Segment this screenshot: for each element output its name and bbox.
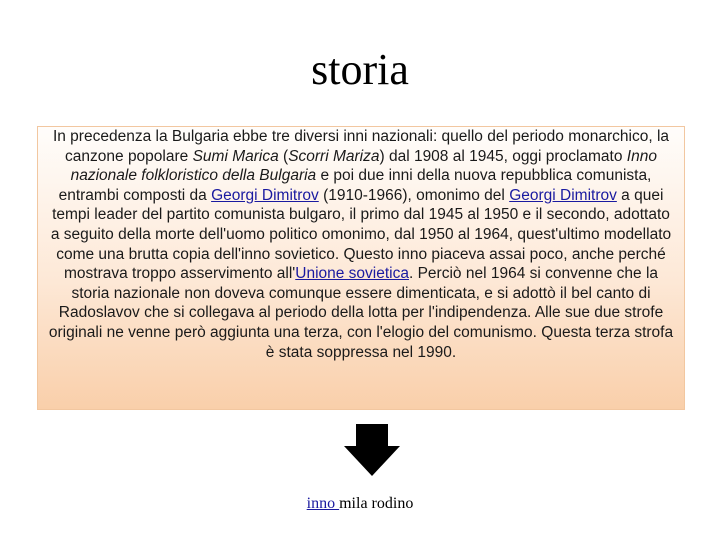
caption-text: mila rodino — [339, 495, 414, 512]
history-paragraph — [46, 127, 676, 362]
text-segment: ) dal 1908 al 1945, oggi proclamato — [379, 147, 627, 165]
history-text-box — [37, 126, 685, 410]
italic-song-title: Sumi Marica — [192, 147, 279, 165]
link-georgi-dimitrov-leader[interactable]: Georgi Dimitrov — [509, 186, 617, 204]
down-arrow-icon — [344, 424, 400, 476]
text-segment: a quei tempi leader del partito comunista bulgaro, il primo dal 1945 al 1950 e il secondo, adottato a seguito della morte dell'uomo politico omonimo, dal 1950 al 1964, quest'ultimo modellato come una brutta copia dell'inno sovietico. Questo inno piaceva assai poco, anche perché mostrava troppo asservimento all' — [50, 186, 672, 283]
link-georgi-dimitrov-composer[interactable]: Georgi Dimitrov — [211, 186, 319, 204]
text-segment: ( — [278, 147, 289, 165]
link-inno[interactable]: inno — [306, 495, 340, 512]
link-unione-sovietica[interactable]: Unione sovietica — [295, 265, 409, 283]
text-segment: e poi due inni della nuova repubblica comunista, entrambi composti da — [58, 167, 652, 204]
text-segment: (1910-1966), omonimo del — [318, 186, 510, 204]
italic-song-translation: Scorri Mariza — [288, 147, 380, 165]
text-segment: In precedenza la Bulgaria ebbe tre diversi inni nazionali: quello del periodo monarchico, la canzone popolare — [52, 128, 670, 165]
caption — [0, 495, 720, 513]
text-segment: . Perciò nel 1964 si convenne che la storia nazionale non doveva comunque essere dimenticata, e si adottò il bel canto di Radoslavov che si collegava al periodo della lotta per l'indipendenza. Alle sue due strofe originali ne venne però aggiunta una terza, con l'elogio del comunismo. Questa terza strofa è stata soppressa nel 1990. — [48, 265, 674, 361]
slide-title: storia — [311, 45, 409, 94]
italic-anthem-name: Inno nazionale folkloristico della Bulgaria — [70, 147, 657, 185]
